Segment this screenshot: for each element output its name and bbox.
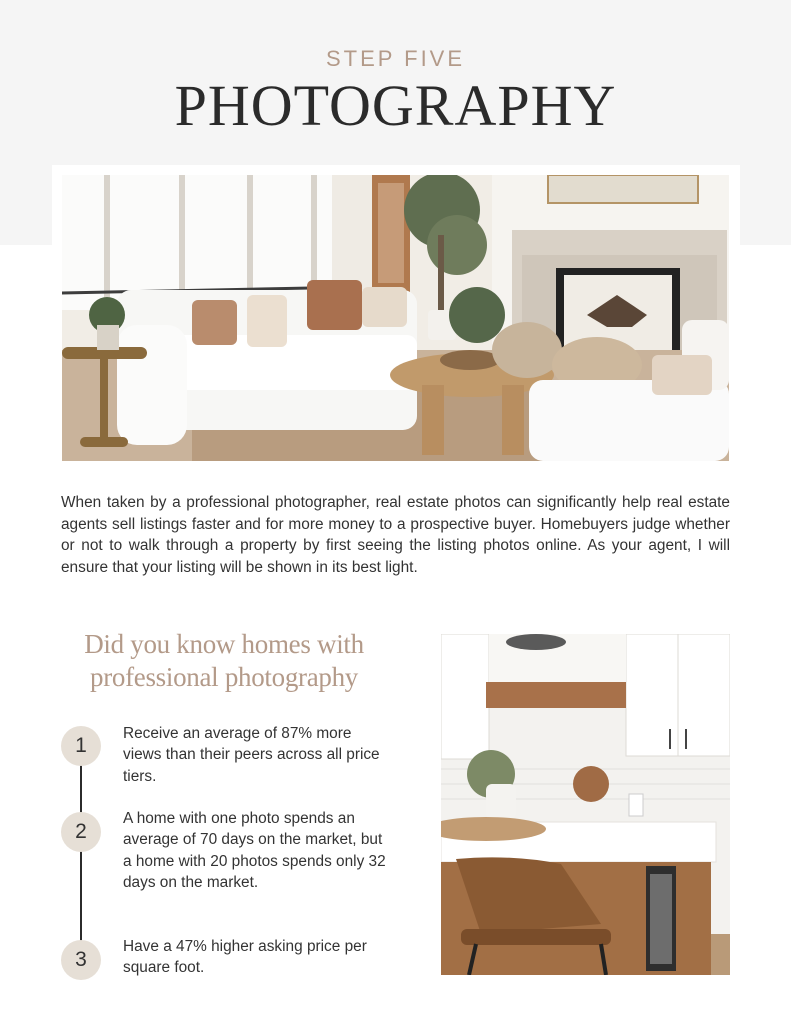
- fact-number-3: 3: [61, 940, 101, 980]
- fact-text-2: A home with one photo spends an average of 70 days on the market, but a home with 20 photos spends only 32 days on the market.: [123, 810, 386, 892]
- facts-heading-line2: professional photography: [90, 662, 358, 692]
- fact-number-1: 1: [61, 726, 101, 766]
- step-label: STEP FIVE: [325, 46, 466, 71]
- intro-paragraph: When taken by a professional photographer, real estate photos can significantly help real estate agents sell listings faster and for more money to a prospective buyer. Homebuyers judge whether or not to walk through a property by first seeing the listing photos online. As your agent, I will ensure that your listing will be shown in its best light.: [61, 494, 730, 576]
- page-title: PHOTOGRAPHY: [174, 73, 617, 138]
- facts-heading-line1: Did you know homes with: [84, 629, 364, 659]
- fact-text-1: Receive an average of 87% more views than their peers across all price tiers.: [123, 725, 380, 785]
- timeline-line: [80, 746, 82, 960]
- fact-number-2: 2: [61, 812, 101, 852]
- fact-text-3: Have a 47% higher asking price per square foot.: [123, 938, 367, 977]
- living-room-photo-icon: [62, 175, 729, 461]
- facts-heading: [52, 628, 396, 694]
- kitchen-photo-icon: [441, 634, 730, 975]
